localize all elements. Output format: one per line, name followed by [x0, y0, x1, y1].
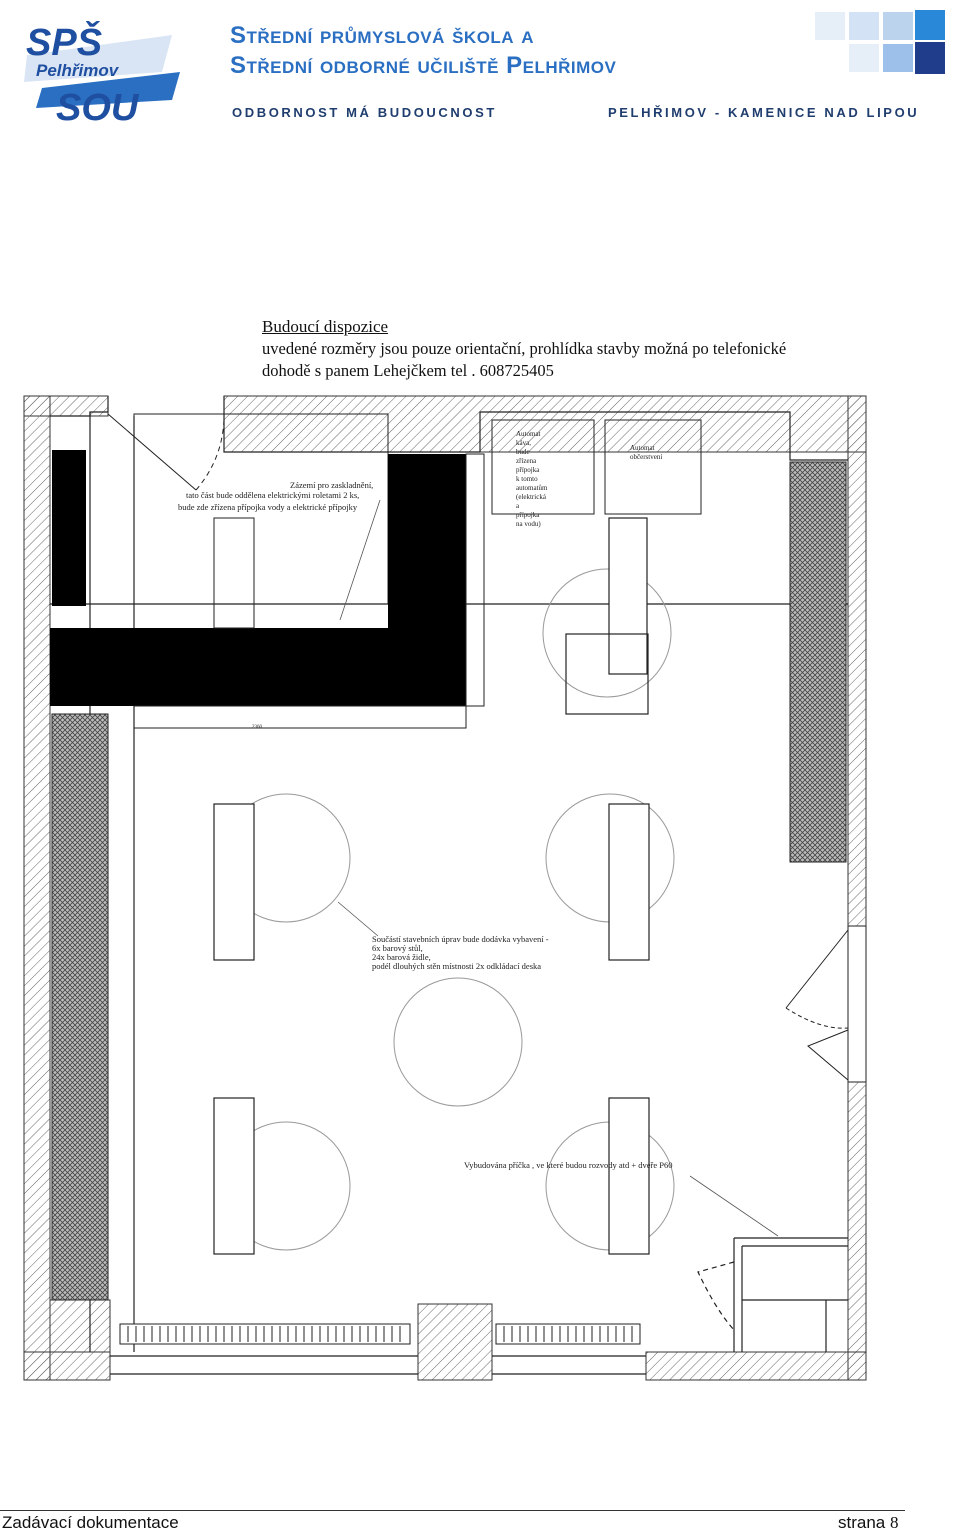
counter-area: [50, 414, 484, 728]
note-coffee-line: zřízena: [516, 457, 537, 465]
bench: [609, 518, 647, 674]
floor-plan: [0, 380, 960, 1390]
right-door: [786, 926, 866, 1082]
side-shelf-right: [790, 462, 846, 862]
floor-plan-drawing: [0, 380, 960, 1390]
note-counter-line-3: bude zde zřízena přípojka vody a elektrické přípojky: [178, 502, 358, 512]
school-logo: [22, 10, 182, 125]
plan-title: Budoucí dispozice: [262, 317, 389, 336]
school-name-line-1: Střední průmyslová škola a: [230, 22, 535, 49]
note-furniture-line-3: 24x barová židle,: [372, 952, 431, 962]
document-header: [0, 0, 960, 135]
note-coffee-line: automatům: [516, 484, 548, 492]
note-counter-line-2: tato část bude oddělena elektrickými roletami 2 ks,: [186, 490, 360, 500]
logo-text-town: Pelhřimov: [36, 61, 119, 80]
note-coffee-line: a: [516, 502, 520, 510]
note-coffee-line: bude: [516, 448, 530, 456]
partition-room: [690, 1176, 848, 1352]
decorative-squares-icon: [815, 8, 950, 76]
bar-table: [543, 569, 671, 697]
note-coffee-line: přípojka: [516, 511, 540, 519]
plan-subtitle-line-2: dohodě s panem Lehejčkem tel . 608725405: [262, 361, 554, 380]
bench: [609, 804, 649, 960]
note-coffee-line: přípojka: [516, 466, 540, 474]
note-coffee-line: káva,: [516, 439, 531, 447]
school-name-line-2: Střední odborné učiliště Pelhřimov: [230, 52, 617, 79]
radiators: [120, 1324, 640, 1344]
footer-page-label: strana: [838, 1513, 886, 1532]
note-snack-line: Automat: [630, 444, 655, 452]
footer-page-number: 8: [889, 1513, 899, 1532]
tagline-motto: ODBORNOST MÁ BUDOUCNOST: [232, 105, 497, 120]
note-furniture-line-4: podél dlouhých stěn místnosti 2x odkládací deska: [372, 961, 542, 971]
note-coffee-line: (elektrická: [516, 493, 546, 501]
furniture-leader-line: [338, 902, 378, 936]
note-furniture-line-1: Součástí stavebních úprav bude dodávka vybavení -: [372, 934, 549, 944]
note-counter-line-1: Zázemí pro zaskladnění,: [290, 480, 374, 490]
bar-table: [394, 978, 522, 1106]
school-logo-graphic: [22, 10, 182, 125]
bench: [214, 1098, 254, 1254]
side-shelf-left: [52, 714, 108, 1300]
tagline-locations: PELHŘIMOV - KAMENICE NAD LIPOU: [608, 105, 920, 120]
note-coffee-line: Automat: [516, 430, 541, 438]
footer-document-title: Zadávací dokumentace: [2, 1513, 179, 1532]
plan-subtitle-line-1: uvedené rozměry jsou pouze orientační, prohlídka stavby možná po telefonické: [262, 339, 787, 358]
footer-rule: [0, 1510, 905, 1511]
logo-text-sou: SOU: [56, 87, 139, 125]
note-furniture-line-2: 6x barový stůl,: [372, 943, 423, 953]
note-coffee-line: k tomto: [516, 475, 538, 483]
dimension-label: 2360: [252, 725, 262, 730]
footer-page-indicator: [838, 1513, 898, 1533]
logo-text-sps: SPŠ: [26, 22, 103, 64]
note-snack-line: občerstvení: [630, 453, 663, 461]
bench: [609, 1098, 649, 1254]
bench: [214, 804, 254, 960]
note-coffee-line: na vodu): [516, 520, 541, 528]
note-partition: Vybudována příčka , ve které budou rozvody atd + dveře P60: [464, 1160, 673, 1170]
